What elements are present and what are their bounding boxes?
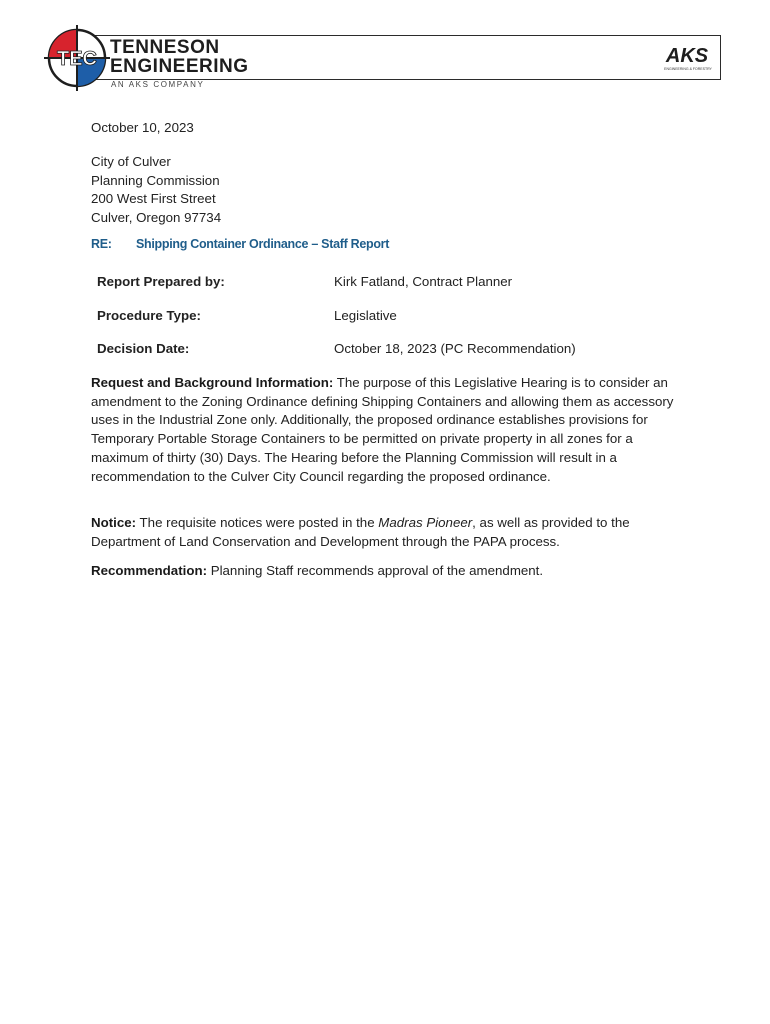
subject-text: Shipping Container Ordinance – Staff Report xyxy=(136,237,390,251)
notice-paragraph xyxy=(91,514,683,551)
info-label: Procedure Type: xyxy=(97,307,201,323)
address-line: Culver, Oregon 97734 xyxy=(91,210,222,226)
recipient-address xyxy=(91,152,221,227)
re-tag: RE: xyxy=(91,237,112,251)
info-value: Legislative xyxy=(334,307,397,323)
notice-text: The requisite notices were posted in the xyxy=(139,515,375,530)
notice-text-continued: , as well as provided to the Department of Land Conservation and Development through the PAPA process. xyxy=(91,515,630,549)
info-row xyxy=(97,274,657,308)
recommendation-paragraph xyxy=(91,562,683,581)
info-row xyxy=(97,308,657,342)
aks-tagline: ENGINEERING & FORESTRY xyxy=(664,67,712,71)
info-label: Decision Date: xyxy=(97,341,190,356)
info-value: October 18, 2023 (PC Recommendation) xyxy=(334,341,576,356)
brand-name-line2: ENGINEERING xyxy=(110,56,249,77)
address-line: City of Culver xyxy=(91,154,171,169)
request-heading: Request and Background Information: xyxy=(91,375,334,390)
tec-logo-icon xyxy=(44,25,110,91)
tec-logo-letters: TEC xyxy=(57,48,97,70)
request-paragraph xyxy=(91,374,683,486)
report-info-table xyxy=(97,274,657,375)
recommendation-text: Planning Staff recommends approval of the amendment. xyxy=(210,563,544,578)
letter-date: October 10, 2023 xyxy=(91,120,194,135)
aks-logo-letters: AKS xyxy=(665,45,709,67)
info-label: Report Prepared by: xyxy=(97,274,225,289)
info-row xyxy=(97,341,657,375)
brand-name-line1: TENNESON xyxy=(110,37,220,58)
address-line: Planning Commission xyxy=(91,172,220,188)
brand-tagline: AN AKS COMPANY xyxy=(111,80,205,89)
info-value: Kirk Fatland, Contract Planner xyxy=(334,274,513,289)
notice-heading: Notice: xyxy=(91,515,137,530)
publication-name: Madras Pioneer xyxy=(378,515,473,530)
request-text: The purpose of this Legislative Hearing is to consider an amendment to the Zoning Ordinance defining Shipping Containers and allowing them as accessory uses in the Industrial Zone only. Additionally, the proposed ordinance establishes provisions for Temporary Portable Storage Containers to be permitted on private property in all zones for a maximum of thirty (30) Days. The Hearing before the Planning Commission will result in a recommendation to the Culver City Council regarding the proposed ordinance. xyxy=(91,375,674,484)
address-line: 200 West First Street xyxy=(91,191,216,207)
subject-line xyxy=(91,237,389,251)
recommendation-heading: Recommendation: xyxy=(91,563,207,578)
